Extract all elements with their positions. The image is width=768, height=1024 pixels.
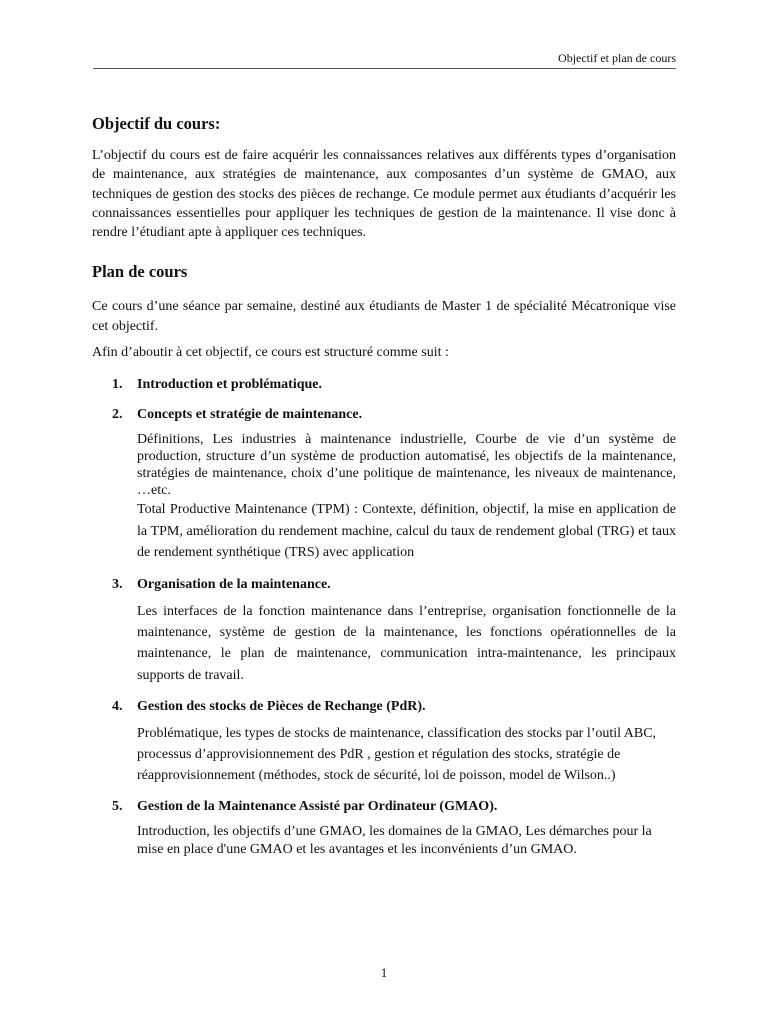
outline-item-3	[92, 575, 676, 686]
running-title: Objectif et plan de cours	[558, 51, 676, 65]
outline-item-title-text: Gestion de la Maintenance Assisté par Ordinateur (GMAO).	[137, 799, 498, 815]
course-outline-list	[92, 375, 676, 859]
outline-item-description	[137, 823, 676, 859]
organisation-description: Les interfaces de la fonction maintenance dans l’entreprise, organisation fonctionnelle de la maintenance, système de gestion de la maintenance, les fonctions opérationnelles de la maintenance, le plan de maintenance, communication intra-maintenance, les principaux supports de travail.	[137, 603, 676, 683]
objectif-heading: Objectif du cours:	[92, 114, 221, 133]
page-number: 1	[380, 965, 388, 980]
gmao-description: Introduction, les objectifs d’une GMAO, les domaines de la GMAO, Les démarches pour la mise en place d'une GMAO et les avantages et les inconvénients d’un GMAO.	[137, 824, 652, 858]
plan-structure-paragraph: Afin d’aboutir à cet objectif, ce cours est structuré comme suit :	[92, 345, 449, 361]
outline-item-number: 5.	[112, 799, 123, 815]
outline-item-number: 2.	[112, 407, 123, 423]
plan-heading: Plan de cours	[92, 262, 188, 282]
outline-item-description	[137, 723, 676, 786]
outline-item-description	[137, 601, 676, 686]
tpm-description: Total Productive Maintenance (TPM) : Contexte, définition, objectif, la mise en application de la TPM, amélioration du rendement machine, calcul du taux de rendement global (TRG) et taux de rendement synthétique (TRS) avec application	[137, 502, 676, 561]
outline-item-title-text: Concepts et stratégie de maintenance.	[137, 407, 363, 423]
page-header	[93, 50, 676, 69]
plan-intro-paragraph: Ce cours d’une séance par semaine, destiné aux étudiants de Master 1 de spécialité Mécatronique vise cet objectif.	[92, 299, 676, 334]
outline-item-title	[112, 797, 676, 816]
outline-item-number: 3.	[112, 576, 123, 592]
outline-item-title	[112, 697, 676, 716]
outline-item-title	[112, 575, 676, 594]
outline-item-number: 1.	[112, 377, 123, 393]
outline-item-number: 4.	[112, 699, 123, 715]
objectif-paragraph: L’objectif du cours est de faire acquérir les connaissances relatives aux différents types d’organisation de maintenance, aux stratégies de maintenance, aux composantes d’un système de GMAO, aux techniques de gestion des stocks des pièces de rechange. Ce module permet aux étudiants d’acquérir les connaissances essentielles pour appliquer les techniques de gestion de la maintenance. Il vise donc à rendre l’étudiant apte à appliquer ces techniques.	[92, 148, 676, 241]
outline-item-title	[112, 375, 676, 394]
outline-item-2	[92, 405, 676, 564]
outline-item-4	[92, 697, 676, 786]
outline-item-title-text: Introduction et problématique.	[137, 377, 322, 393]
stocks-description: Problématique, les types de stocks de maintenance, classification des stocks par l’outil ABC, processus d’approvisionnement des PdR , gestion et régulation des stocks, stratégie de réapprovisionnement (méthodes, stock de sécurité, loi de poisson, model de Wilson..)	[137, 726, 657, 784]
document-body	[92, 113, 676, 870]
outline-item-title-text: Gestion des stocks de Pièces de Rechange (PdR).	[137, 699, 426, 715]
outline-item-title	[112, 405, 676, 424]
outline-item-5	[92, 797, 676, 859]
concepts-description: Définitions, Les industries à maintenance industrielle, Courbe de vie d’un système de production, structure d’un système de production automatisé, les objectifs de la maintenance, stratégies de maintenance, choix d’une politique de maintenance, les niveaux de maintenance, …etc.	[137, 432, 676, 499]
outline-item-1	[92, 375, 676, 394]
outline-item-title-text: Organisation de la maintenance.	[137, 576, 331, 592]
outline-item-description	[137, 431, 676, 564]
